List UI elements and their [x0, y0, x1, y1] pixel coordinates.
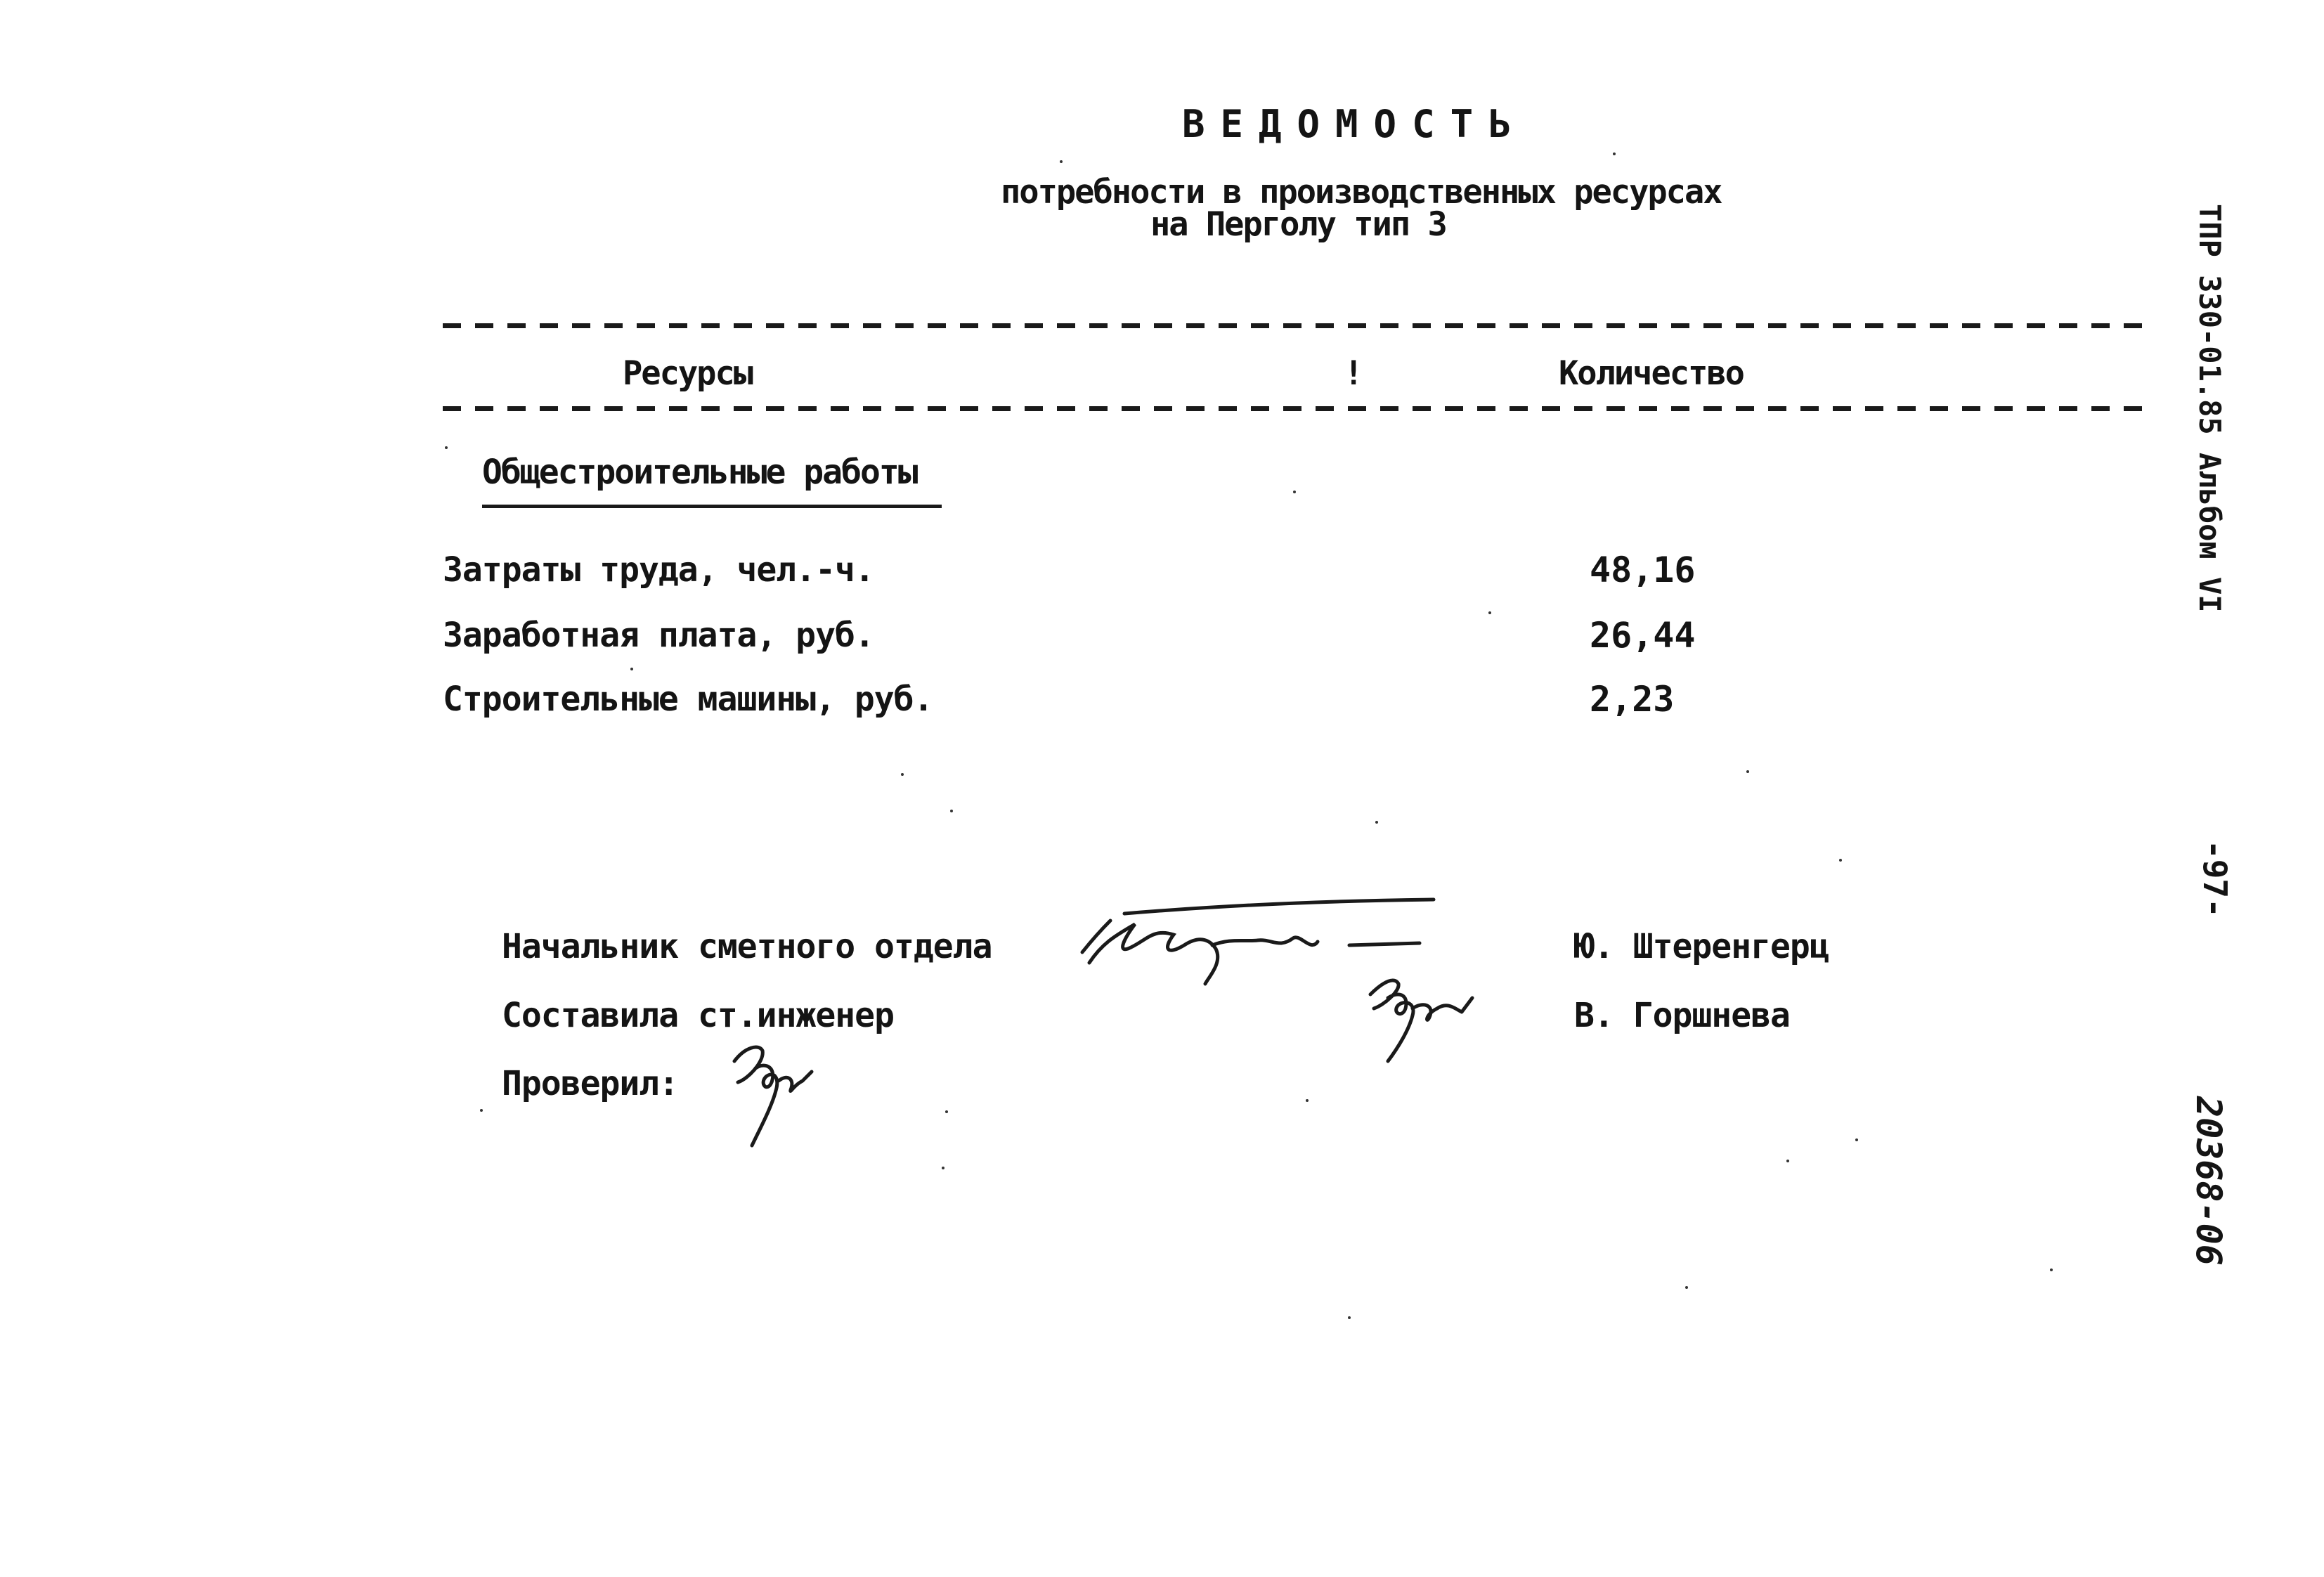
table-header-quantity: Количество — [1559, 354, 1744, 393]
section-title-underline — [482, 505, 942, 508]
scan-speck — [1488, 611, 1491, 614]
margin-code-label: ТПР 330-01.85 Альбом VI — [2193, 204, 2227, 613]
handwritten-signature-checker — [724, 1040, 829, 1153]
scan-speck — [445, 446, 448, 449]
table-top-dashed-rule — [443, 323, 2143, 328]
scan-speck — [1060, 160, 1063, 163]
signature-role: Составила ст.инженер — [502, 996, 894, 1035]
scan-speck — [1293, 491, 1296, 493]
scan-speck — [1855, 1138, 1858, 1141]
handwritten-signature-engineer — [1356, 970, 1490, 1068]
scan-speck — [1746, 770, 1749, 773]
scan-speck — [1839, 859, 1842, 862]
signature-role: Проверил: — [502, 1064, 679, 1103]
table-header-resources: Ресурсы — [623, 354, 753, 393]
scan-speck — [630, 668, 633, 670]
table-row-name: Заработная плата, руб. — [443, 616, 874, 655]
scan-speck — [2050, 1268, 2053, 1271]
document-subtitle-line1: потребности в производственных ресурсах — [1001, 173, 1722, 212]
table-row-value: 26,44 — [1590, 615, 1696, 656]
scan-speck — [1786, 1160, 1789, 1162]
signature-name: Ю. Штеренгерц — [1574, 927, 1829, 966]
signature-role: Начальник сметного отдела — [502, 927, 992, 966]
section-title: Общестроительные работы — [482, 453, 917, 492]
table-header-dashed-rule — [443, 406, 2143, 411]
table-row-name: Строительные машины, руб. — [443, 680, 933, 719]
margin-page-number: -97- — [2196, 840, 2234, 918]
scan-speck — [1306, 1099, 1309, 1102]
table-row-value: 2,23 — [1590, 679, 1675, 720]
scan-speck — [942, 1167, 944, 1169]
scan-speck — [950, 810, 953, 812]
document-title: ВЕДОМОСТЬ — [1182, 102, 1527, 146]
scan-speck — [1375, 821, 1378, 824]
table-row-value: 48,16 — [1590, 550, 1696, 590]
table-header-separator: ! — [1344, 354, 1364, 393]
scan-speck — [1613, 152, 1616, 155]
signature-name: В. Горшнева — [1574, 996, 1790, 1035]
margin-document-number: 20368-06 — [2188, 1096, 2229, 1266]
scan-speck — [945, 1110, 948, 1113]
scan-speck — [1348, 1316, 1351, 1319]
document-subtitle-line2: на Перголу тип 3 — [1150, 205, 1446, 244]
scan-speck — [480, 1109, 483, 1112]
scan-speck — [1685, 1286, 1688, 1289]
table-row-name: Затраты труда, чел.-ч. — [443, 550, 874, 590]
scan-speck — [901, 773, 904, 776]
